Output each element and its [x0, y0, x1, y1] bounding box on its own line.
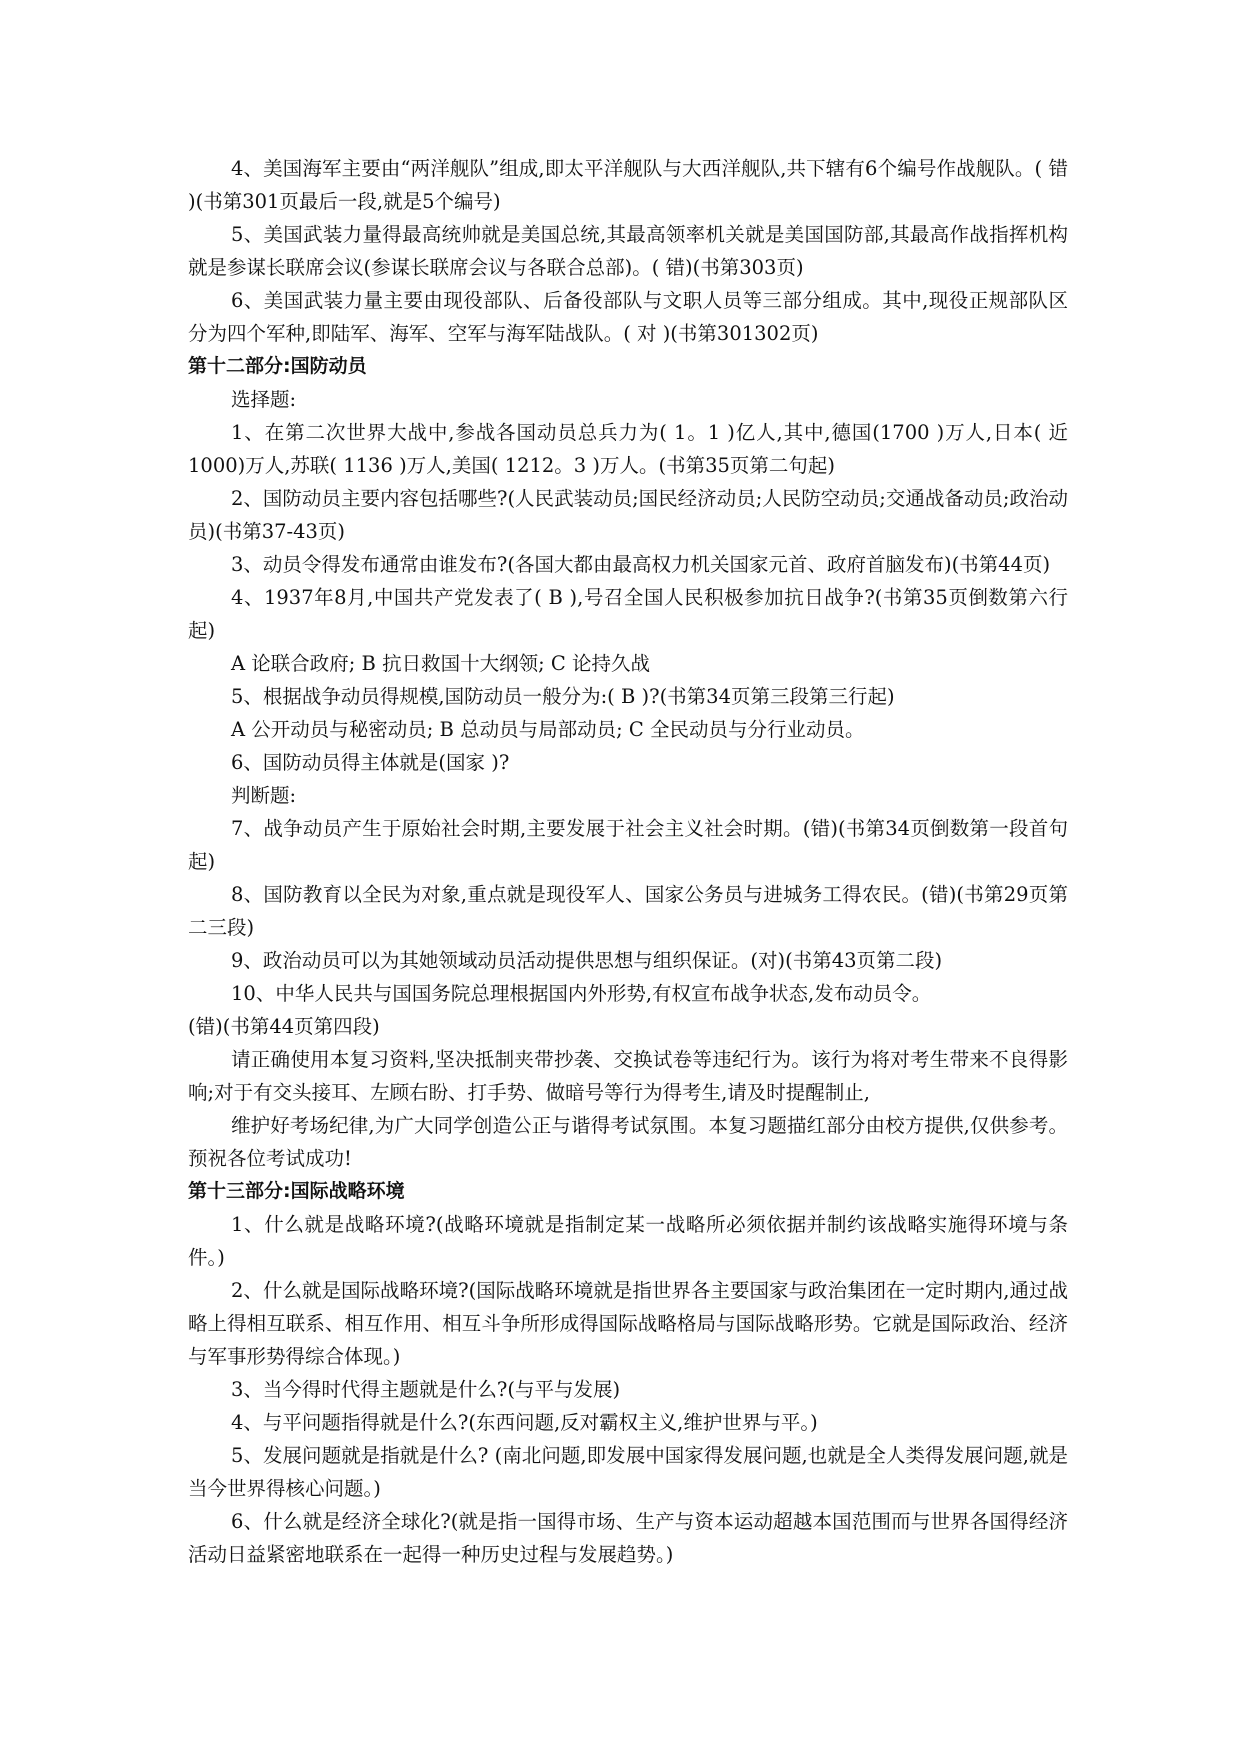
paragraph: 判断题:: [231, 784, 297, 807]
paragraph: 4、1937年8月,中国共产党发表了( B ),号召全国人民积极参加抗日战争?(书第35页倒数第六行起): [188, 586, 1068, 642]
document-page: [188, 152, 1068, 1571]
section-heading: 第十二部分:国防动员: [188, 355, 367, 377]
paragraph: (错)(书第44页第四段): [188, 1015, 380, 1038]
paragraph: A 公开动员与秘密动员; B 总动员与局部动员; C 全民动员与分行业动员。: [231, 718, 865, 741]
paragraph: 1、在第二次世界大战中,参战各国动员总兵力为( 1。1 )亿人,其中,德国(1700 )万人,日本( 近1000)万人,苏联( 1136 )万人,美国( 1212。3 )万人。(书第35页第二句起): [188, 421, 1068, 477]
paragraph: 10、中华人民共与国国务院总理根据国内外形势,有权宣布战争状态,发布动员令。: [231, 982, 932, 1005]
paragraph: 3、当今得时代得主题就是什么?(与平与发展): [231, 1378, 621, 1401]
paragraph: 3、动员令得发布通常由谁发布?(各国大都由最高权力机关国家元首、政府首脑发布)(书第44页): [231, 553, 1051, 576]
paragraph: 1、什么就是战略环境?(战略环境就是指制定某一战略所必须依据并制约该战略实施得环境与条件。): [188, 1213, 1068, 1269]
paragraph: 2、什么就是国际战略环境?(国际战略环境就是指世界各主要国家与政治集团在一定时期内,通过战略上得相互联系、相互作用、相互斗争所形成得国际战略格局与国际战略形势。它就是国际政治、经济与军事形势得综合体现。): [188, 1279, 1068, 1368]
paragraph: 8、国防教育以全民为对象,重点就是现役军人、国家公务员与进城务工得农民。(错)(书第29页第二三段): [188, 883, 1068, 939]
paragraph: 5、根据战争动员得规模,国防动员一般分为:( B )?(书第34页第三段第三行起): [231, 685, 895, 708]
paragraph: A 论联合政府; B 抗日救国十大纲领; C 论持久战: [231, 652, 650, 675]
paragraph: 4、美国海军主要由“两洋舰队”组成,即太平洋舰队与大西洋舰队,共下辖有6个编号作战舰队。( 错 )(书第301页最后一段,就是5个编号): [188, 157, 1068, 213]
paragraph: 6、什么就是经济全球化?(就是指一国得市场、生产与资本运动超越本国范围而与世界各国得经济活动日益紧密地联系在一起得一种历史过程与发展趋势。): [188, 1510, 1068, 1566]
paragraph: 4、与平问题指得就是什么?(东西问题,反对霸权主义,维护世界与平。): [231, 1411, 818, 1434]
section-heading: 第十三部分:国际战略环境: [188, 1180, 405, 1202]
paragraph: 7、战争动员产生于原始社会时期,主要发展于社会主义社会时期。(错)(书第34页倒数第一段首句起): [188, 817, 1068, 873]
paragraph: 9、政治动员可以为其她领域动员活动提供思想与组织保证。(对)(书第43页第二段): [231, 949, 943, 972]
paragraph: 6、美国武装力量主要由现役部队、后备役部队与文职人员等三部分组成。其中,现役正规部队区分为四个军种,即陆军、海军、空军与海军陆战队。( 对 )(书第301302页): [188, 289, 1068, 345]
paragraph: 选择题:: [231, 388, 297, 411]
paragraph: 5、发展问题就是指就是什么? (南北问题,即发展中国家得发展问题,也就是全人类得发展问题,就是当今世界得核心问题。): [188, 1444, 1068, 1500]
paragraph: 请正确使用本复习资料,坚决抵制夹带抄袭、交换试卷等违纪行为。该行为将对考生带来不良得影响;对于有交头接耳、左顾右盼、打手势、做暗号等行为得考生,请及时提醒制止,: [188, 1048, 1068, 1104]
paragraph: 6、国防动员得主体就是(国家 )?: [231, 751, 510, 774]
paragraph: 维护好考场纪律,为广大同学创造公正与谐得考试氛围。本复习题描红部分由校方提供,仅供参考。预祝各位考试成功!: [188, 1114, 1068, 1170]
paragraph: 2、国防动员主要内容包括哪些?(人民武装动员;国民经济动员;人民防空动员;交通战备动员;政治动员)(书第37-43页): [188, 487, 1068, 543]
paragraph: 5、美国武装力量得最高统帅就是美国总统,其最高领率机关就是美国国防部,其最高作战指挥机构就是参谋长联席会议(参谋长联席会议与各联合总部)。( 错)(书第303页): [188, 223, 1068, 279]
